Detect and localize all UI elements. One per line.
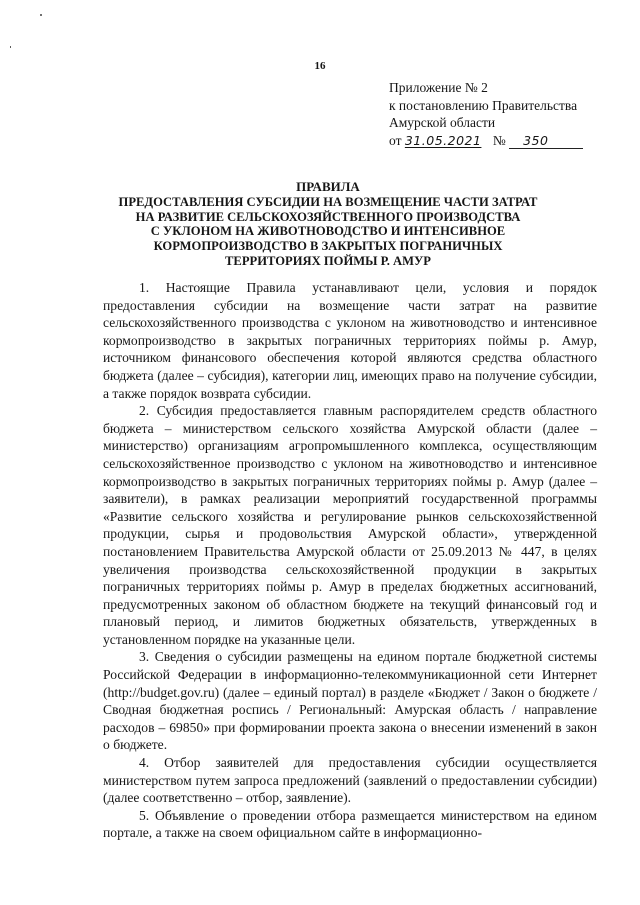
handwritten-number: 350 [523,132,549,148]
title-heading: ПРАВИЛА [296,179,360,194]
appendix-date-line [389,132,629,150]
title-line: КОРМОПРОИЗВОДСТВО В ЗАКРЫТЫХ ПОГРАНИЧНЫХ [153,239,503,254]
date-prefix: от [389,132,402,148]
appendix-title: Приложение № 2 [389,80,488,95]
number-prefix: № [492,132,506,148]
appendix-region: Амурской области [389,115,496,131]
document-body [103,279,597,842]
handwritten-date: 31.05.2021 [404,132,482,148]
title-line: ПРЕДОСТАВЛЕНИЯ СУБСИДИИ НА ВОЗМЕЩЕНИЕ ЧАСТИ ЗАТРАТ [118,194,538,209]
title-line: НА РАЗВИТИЕ СЕЛЬСКОХОЗЯЙСТВЕННОГО ПРОИЗВОДСТВА [135,209,521,224]
paragraph-4: 4. Отбор заявителей для предоставления субсидии осуществляется министерством путем запроса предложений (заявлений о предоставлении субсидии) (далее соответственно – отбор, заявление). [103,755,597,806]
paragraph-1: 1. Настоящие Правила устанавливают цели, условия и порядок предоставления субсидии на возмещение части затрат на развитие сельскохозяйственного производства с уклоном на животноводство и интенсивное кормопроизводство в закрытых пограничных территориях поймы р. Амур, источником финансового обеспечения которой являются средства областного бюджета (далее – субсидия), категории лиц, имеющих право на получение субсидии, а также порядок возврата субсидии. [103,280,597,401]
paragraph-2: 2. Субсидия предоставляется главным распорядителем средств областного бюджета – министерством сельского хозяйства Амурской области (далее – министерство) организациям агропромышленного комплекса, осуществляющим сельскохозяйственное производство с уклоном на животноводство и интенсивное кормопроизводство в закрытых пограничных территориях поймы р. Амур (далее – заявители), в рамках реализации мероприятий государственной программы «Развитие сельского хозяйства и регулирование рынков сельскохозяйственной продукции, сырья и продовольствия Амурской области», утвержденной постановлением Правительства Амурской области от 25.09.2013 № 447, в целях увеличения производства сельскохозяйственной продукции в закрытых пограничных территориях поймы р. Амур в пределах бюджетных ассигнований, предусмотренных законом об областном бюджете на текущий финансовый год и плановый период, и лимитов бюджетных обязательств, утвержденных в установленном порядке на указанные цели. [103,403,597,647]
paragraph-3: 3. Сведения о субсидии размещены на едином портале бюджетной системы Российской Федерации в информационно-телекоммуникационной сети Интернет (http://budget.gov.ru) (далее – единый портал) в разделе «Бюджет / Закон о бюджете / Сводная бюджетная роспись / Региональный: Амурская область / направление расходов – 69850» при формировании проекта закона о внесении изменений в закон о бюджете. [103,649,597,753]
appendix-resolution: к постановлению Правительства [389,97,578,113]
document-title [80,180,576,269]
scan-speck [10,46,11,48]
paragraph-5: 5. Объявление о проведении отбора размещается министерством на едином портале, а также на своем официальном сайте в информационно- [103,807,597,841]
page-number: 16 [314,60,326,72]
appendix-block [389,79,629,149]
number-line [509,134,583,149]
title-line: С УКЛОНОМ НА ЖИВОТНОВОДСТВО И ИНТЕНСИВНОЕ [150,224,506,239]
scan-speck [40,14,42,16]
title-line: ТЕРРИТОРИЯХ ПОЙМЫ Р. АМУР [225,253,431,268]
